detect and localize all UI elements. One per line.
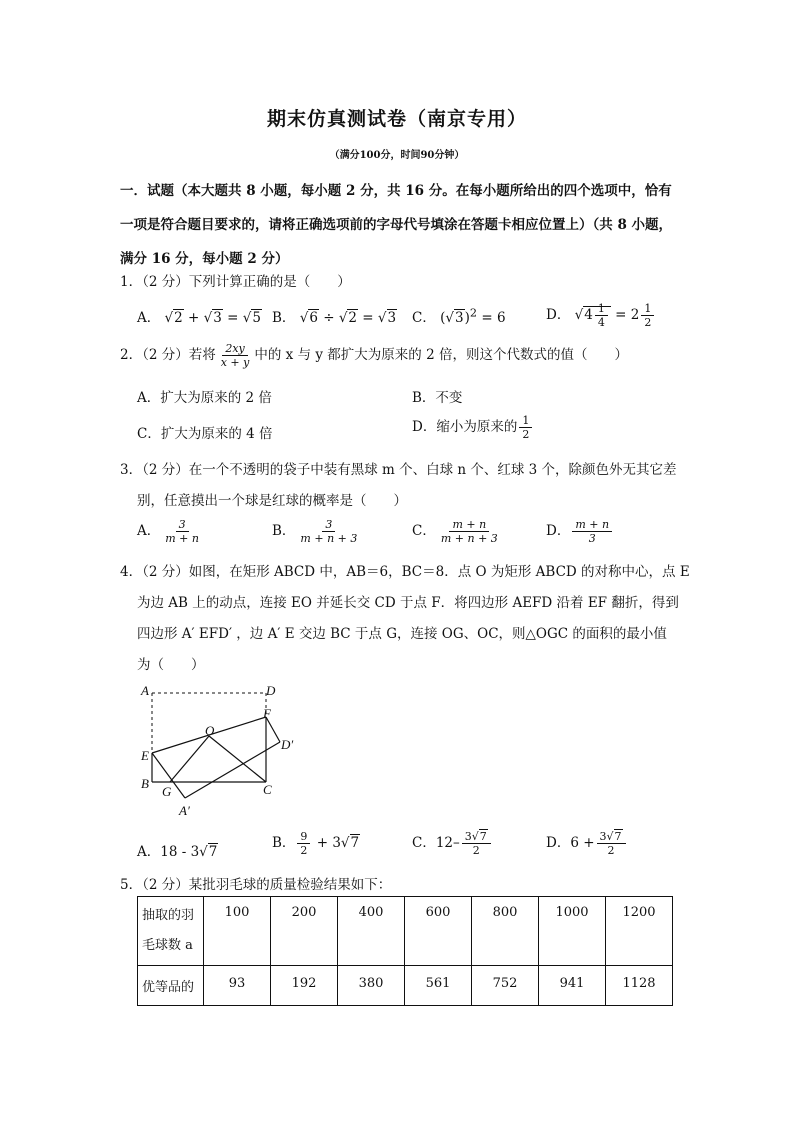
q2-fraction-den: x + y — [220, 356, 250, 369]
q3-option-b-label: B． — [272, 523, 296, 539]
q4-option-d-label: D．6 + — [546, 835, 595, 851]
q2-option-b: B．不变 — [412, 390, 463, 406]
q4-line-1: 4．（2 分）如图，在矩形 ABCD 中，AB＝6，BC＝8．点 O 为矩形 ABCD 的对称中心，点 E — [120, 564, 690, 580]
q2-stem-prefix: 2．（2 分）若将 — [120, 347, 216, 363]
q4-option-a: A．18 - 3√7 — [137, 844, 218, 860]
q3-option-c-num: m + n — [449, 518, 489, 532]
q3-option-c-label: C． — [412, 523, 436, 539]
q4-line-3: 四边形 A′ EFD′ ，边 A′ E 交边 BC 于点 G，连接 OG、OC，则△OGC 的面积的最小值 — [137, 626, 667, 642]
q3-option-d-fraction — [572, 518, 612, 545]
q1-option-d-label: D． — [546, 307, 571, 323]
fig-segment-og — [170, 736, 209, 782]
section-heading-line-3: 满分 16 分，每小题 2 分） — [120, 251, 289, 267]
q5-stem: 5．（2 分）某批羽毛球的质量检验结果如下： — [120, 877, 392, 893]
q3-option-a-num: 3 — [176, 518, 189, 532]
q4-option-b: B． $\frac{9}{2}$ + 3√7 — [272, 830, 360, 857]
page-title: 期末仿真测试卷（南京专用） — [266, 108, 527, 130]
q1-option-d — [546, 302, 656, 329]
q1-option-c-math: $(√3)^2 = 6$ — [440, 306, 506, 326]
fig-label-f: F — [263, 706, 271, 721]
table-row — [138, 966, 673, 1006]
q1-option-d-math: √4 $\frac{1}{4}$ = 2 $\frac{1}{2}$ — [575, 307, 657, 323]
fig-label-g: G — [162, 784, 172, 799]
q3-line-2: 别，任意摸出一个球是红球的概率是（ ） — [137, 493, 407, 509]
q3-option-d-label: D． — [546, 523, 571, 539]
q1-option-a-label: A． — [137, 310, 161, 326]
q4-option-d: D．6 + $\frac{3√7}{2}$ — [546, 830, 628, 857]
q3-option-d — [546, 518, 614, 545]
q3-option-a-den: m + n — [165, 532, 199, 545]
fig-label-a-prime: A′ — [179, 803, 190, 818]
table-cell: 800 — [472, 897, 539, 966]
fig-segment-oc — [209, 736, 266, 782]
table-row-header: 优等品的 — [138, 966, 204, 1006]
q2-stem-suffix: 中的 x 与 y 都扩大为原来的 2 倍，则这个代数式的值（ ） — [254, 347, 628, 363]
table-cell: 1128 — [606, 966, 673, 1006]
q3-option-c — [412, 518, 503, 545]
q2-option-d-fraction — [519, 414, 532, 441]
q3-option-d-den: 3 — [588, 532, 596, 545]
q3-option-b-fraction — [297, 518, 360, 545]
fig-label-e: E — [141, 748, 149, 763]
q3-option-c-den: m + n + 3 — [440, 532, 498, 545]
q2-fraction — [218, 342, 253, 369]
table-cell: 100 — [204, 897, 271, 966]
q2-fraction-num: 2xy — [222, 342, 247, 356]
table-cell: 561 — [405, 966, 472, 1006]
page-subtitle: （满分100分，时间90分钟） — [329, 150, 465, 161]
q3-option-a-fraction — [162, 518, 202, 545]
table-cell: 380 — [338, 966, 405, 1006]
q3-option-b-den: m + n + 3 — [300, 532, 358, 545]
q4-option-a-text: 18 - 3 — [160, 844, 200, 860]
fig-label-b: B — [141, 776, 149, 791]
table-cell: 93 — [204, 966, 271, 1006]
q4-geometry-figure — [135, 680, 310, 820]
q4-line-2: 为边 AB 上的动点，连接 EO 并延长交 CD 于点 F．将四边形 AEFD 沿着 EF 翻折，得到 — [137, 595, 679, 611]
q2-option-d-den: 2 — [522, 428, 530, 441]
table-cell: 600 — [405, 897, 472, 966]
q3-line-1: 3．（2 分）在一个不透明的袋子中装有黑球 m 个、白球 n 个、红球 3 个，除颜色外无其它差 — [120, 462, 677, 478]
q4-option-c-label: C．12– — [412, 835, 460, 851]
table-cell: 752 — [472, 966, 539, 1006]
fig-label-o: O — [205, 723, 215, 738]
section-heading — [120, 174, 676, 276]
table-row — [138, 897, 673, 966]
q3-option-a-label: A． — [137, 523, 161, 539]
q4-option-b-label: B． — [272, 835, 296, 851]
q3-option-b — [272, 518, 362, 545]
q2-stem — [120, 342, 628, 369]
table-row-header — [138, 897, 204, 966]
fig-label-d: D — [266, 683, 276, 698]
q1-option-b-label: B． — [272, 310, 296, 326]
fig-label-d-prime: D′ — [281, 737, 294, 752]
q1-option-b — [272, 306, 397, 326]
row1-header-line-2: 毛球数 a — [142, 938, 193, 953]
table-cell: 192 — [271, 966, 338, 1006]
table-cell: 1200 — [606, 897, 673, 966]
section-heading-line-1: 一．试题（本大题共 8 小题，每小题 2 分，共 16 分。在每小题所给出的四个选项中，恰有 — [120, 183, 672, 199]
q1-stem: 1．（2 分）下列计算正确的是（ ） — [120, 274, 351, 290]
fig-label-a: A — [141, 683, 149, 698]
q3-option-c-fraction — [438, 518, 501, 545]
q2-option-d — [412, 414, 534, 441]
q2-option-d-num: 1 — [519, 414, 532, 428]
section-heading-line-2: 一项是符合题目要求的，请将正确选项前的字母代号填涂在答题卡相应位置上）（共 8 小题， — [120, 217, 673, 233]
table-cell: 200 — [271, 897, 338, 966]
q1-option-b-math: √6 ÷ √2 = √3 — [299, 310, 397, 326]
row1-header-line-1: 抽取的羽 — [142, 908, 195, 923]
q4-option-c: C．12– $\frac{3√7}{2}$ — [412, 830, 493, 857]
q3-option-d-num: m + n — [572, 518, 612, 532]
q2-option-c: C．扩大为原来的 4 倍 — [137, 426, 273, 442]
q2-option-d-text: D．缩小为原来的 — [412, 419, 518, 435]
table-cell: 941 — [539, 966, 606, 1006]
q4-option-a-label: A． — [137, 844, 161, 860]
q4-line-4: 为（ ） — [137, 657, 205, 673]
q3-option-a — [137, 518, 204, 545]
q1-option-c-label: C． — [412, 310, 436, 326]
q2-option-a: A．扩大为原来的 2 倍 — [137, 390, 272, 406]
table-cell: 1000 — [539, 897, 606, 966]
fig-label-c: C — [263, 782, 272, 797]
table-cell: 400 — [338, 897, 405, 966]
q1-option-c — [412, 306, 506, 326]
q3-option-b-num: 3 — [322, 518, 335, 532]
q5-data-table — [137, 896, 673, 1006]
q1-option-a — [137, 306, 262, 326]
q1-option-a-math: √2 + √3 = √5 — [164, 310, 261, 326]
